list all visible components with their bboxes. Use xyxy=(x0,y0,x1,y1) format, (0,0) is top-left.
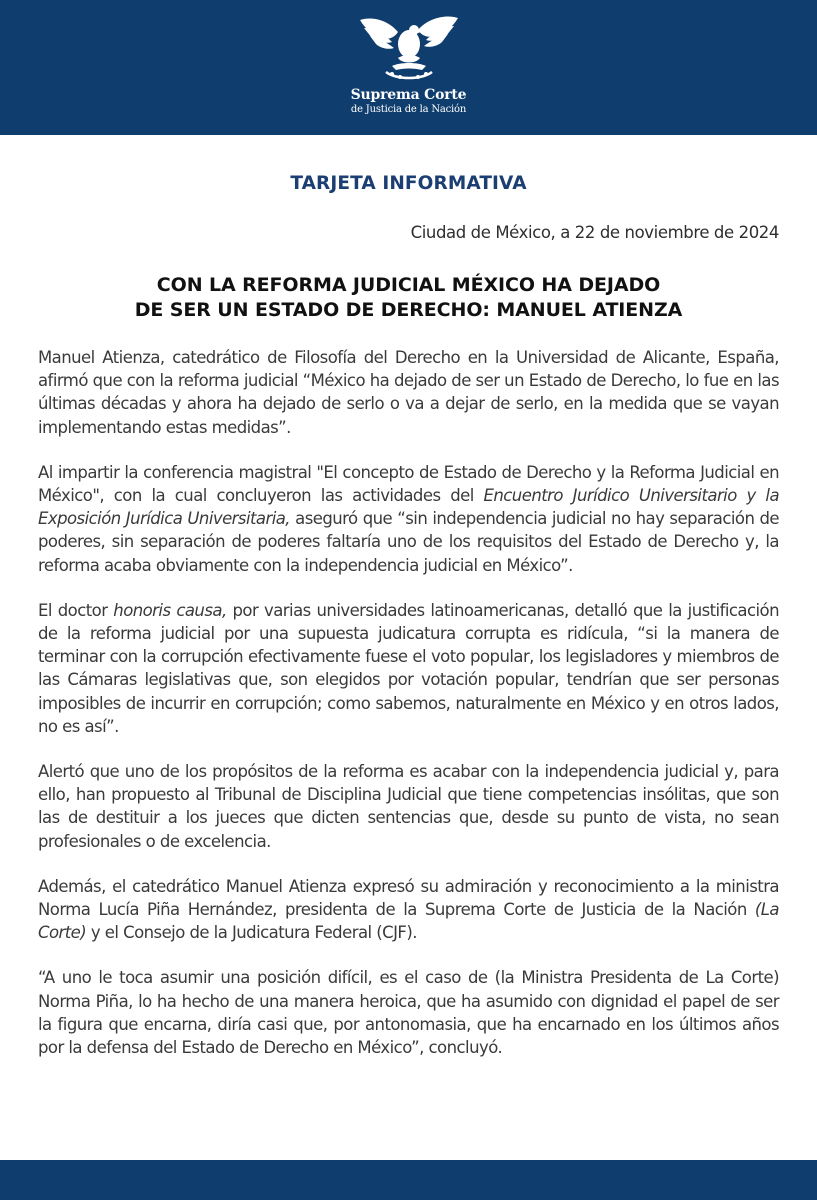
paragraph-1: Manuel Atienza, catedrático de Filosofía del Derecho en la Universidad de Alicante, España, afirmó que con la reforma judicial “México ha dejado de ser un Estado de Derecho, lo fue en las últimas décadas y ahora ha dejado de serlo o va a dejar de serlo, en la medida que se vayan implementando estas medidas”. xyxy=(38,348,779,437)
paragraph-4: Alertó que uno de los propósitos de la reforma es acabar con la independencia judicial y, para ello, han propuesto al Tribunal de Disciplina Judicial que tiene competencias insólitas, que son las de destituir a los jueces que dicten sentencias que, desde su punto de vista, no sean profesionales o de excelencia. xyxy=(38,762,779,851)
paragraph-3-text-a: El doctor xyxy=(38,600,114,620)
document-type-title: TARJETA INFORMATIVA xyxy=(290,173,527,194)
paragraph-3-text-c: por varias universidades latinoamericanas, detalló que la justificación de la reforma judicial por una supuesta judicatura corrupta es ridícula, “si la manera de terminar con la corrupción efectivamente fuese el voto popular, los legisladores y miembros de las Cámaras legislativas que, son elegidos por votación popular, tendrían que ser personas imposibles de incurrir en corrupción; como sabemos, naturalmente en México y en otros lados, no es así”. xyxy=(38,600,779,736)
paragraph-3-honoris-causa: honoris causa, xyxy=(113,600,227,620)
paragraph-5-text-a: Además, el catedrático Manuel Atienza expresó su admiración y reconocimiento a la ministra Norma Lucía Piña Hernández, presidenta de la Suprema Corte de Justicia de la Nación xyxy=(38,876,779,920)
footer-banner xyxy=(0,1160,817,1200)
paragraph-5-text-c: y el Consejo de la Judicatura Federal (CJF). xyxy=(86,923,417,943)
paragraph-2-text-a: Al impartir la conferencia magistral "El concepto de Estado de Derecho y la Reforma Judicial en México", con la cual concluyeron las actividades del xyxy=(38,462,779,506)
paragraph-5 xyxy=(38,875,779,945)
paragraph-5-la-corte: (La Corte) xyxy=(38,900,779,943)
paragraph-2-text-c: aseguró que “sin independencia judicial no hay separación de poderes, sin separación de poderes faltaría uno de los requisitos del Estado de Derecho y, la reforma acaba obviamente con la independencia judicial en México”. xyxy=(38,509,779,575)
institution-name: Suprema Corte xyxy=(350,87,467,103)
document-date: Ciudad de México, a 22 de noviembre de 2024 xyxy=(410,223,779,242)
header-banner xyxy=(0,0,817,135)
paragraph-6: “A uno le toca asumir una posición difícil, es el caso de (la Ministra Presidenta de La Corte) Norma Piña, lo ha hecho de una manera heroica, que ha asumido con dignidad el papel de ser la figura que encarna, diría casi que, por antonomasia, que ha encarnado en los últimos años por la defensa del Estado de Derecho en México”, concluyó. xyxy=(38,968,779,1058)
paragraph-2-event-name: Encuentro Jurídico Universitario y la Exposición Jurídica Universitaria, xyxy=(38,486,780,529)
eagle-emblem-icon xyxy=(358,14,460,82)
headline xyxy=(0,273,817,323)
article-body xyxy=(38,346,779,1081)
headline-line-2: DE SER UN ESTADO DE DERECHO: MANUEL ATIENZA xyxy=(134,299,683,321)
headline-line-1: CON LA REFORMA JUDICIAL MÉXICO HA DEJADO xyxy=(156,274,661,296)
institution-subname: de Justicia de la Nación xyxy=(350,104,467,115)
paragraph-2 xyxy=(38,461,779,577)
paragraph-3 xyxy=(38,599,779,738)
